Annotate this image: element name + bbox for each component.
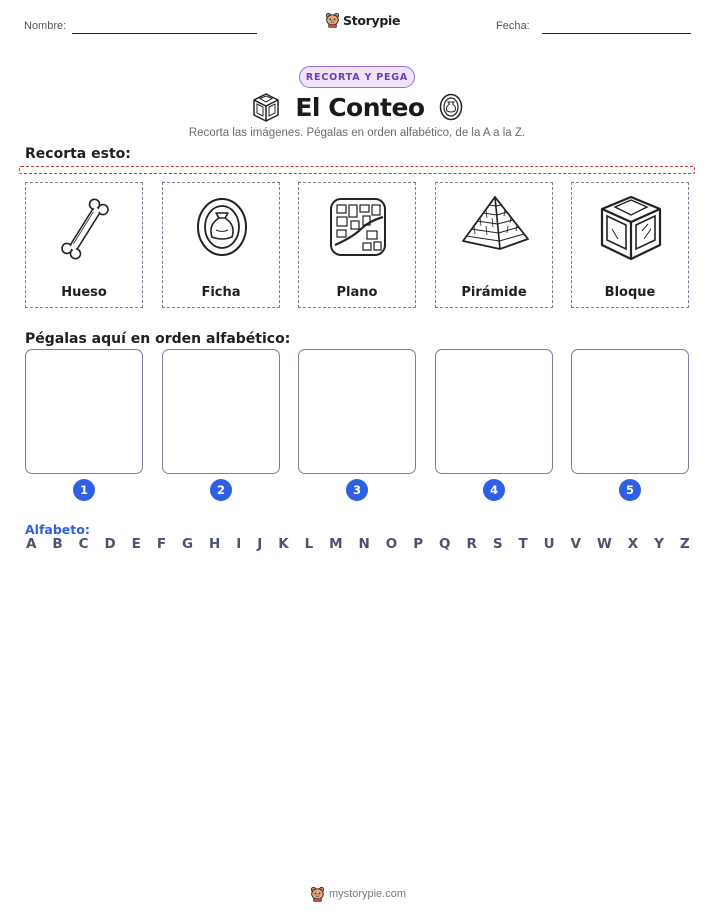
paste-section-title: Pégalas aquí en orden alfabético: <box>25 331 291 347</box>
map-icon <box>323 189 393 269</box>
alphabet-letter: P <box>413 536 424 552</box>
alphabet-letter: A <box>26 536 37 552</box>
alphabet-letter: I <box>236 536 242 552</box>
alphabet-letter: T <box>518 536 528 552</box>
card-label: Plano <box>336 285 378 300</box>
alphabet-letter: X <box>627 536 639 552</box>
cut-card-pyramid[interactable] <box>435 182 553 308</box>
cut-card-bone[interactable] <box>25 182 143 308</box>
cut-card-block[interactable] <box>571 182 689 308</box>
paste-box-3[interactable] <box>298 349 416 474</box>
cut-card-map[interactable] <box>298 182 416 308</box>
alphabet-letter: F <box>156 536 167 552</box>
footer <box>310 886 406 902</box>
alphabet-letter: L <box>304 536 314 552</box>
cut-line <box>19 166 695 174</box>
storypie-mascot-icon <box>325 12 340 28</box>
instructions-text: Recorta las imágenes. Pégalas en orden alfabético, de la A a la Z. <box>188 127 526 139</box>
page-title: El Conteo <box>295 92 425 122</box>
date-line <box>542 33 691 34</box>
alphabet-letter: D <box>104 536 116 552</box>
number-badge-1: 1 <box>73 479 95 501</box>
alphabet-letter: R <box>466 536 477 552</box>
paste-box-1[interactable] <box>25 349 143 474</box>
name-line <box>72 33 257 34</box>
footer-url[interactable]: mystorypie.com <box>329 888 407 900</box>
alphabet-letter: M <box>329 536 343 552</box>
storypie-mascot-icon <box>310 886 325 902</box>
alphabet-letter: G <box>181 536 194 552</box>
token-icon <box>439 93 463 121</box>
alphabet-letter: E <box>131 536 141 552</box>
token-icon <box>187 189 257 269</box>
alphabet-title: Alfabeto: <box>25 522 90 537</box>
number-badge-2: 2 <box>210 479 232 501</box>
cut-card-token[interactable] <box>162 182 280 308</box>
alphabet-letter: Z <box>679 536 690 552</box>
alphabet-letter: J <box>257 536 263 552</box>
alphabet-letter: Q <box>439 536 451 552</box>
alphabet-letter: V <box>570 536 581 552</box>
name-label: Nombre: <box>24 20 67 32</box>
alphabet-letter: W <box>596 536 612 552</box>
alphabet-row <box>26 536 690 552</box>
alphabet-letter: S <box>492 536 503 552</box>
paste-box-4[interactable] <box>435 349 553 474</box>
card-label: Ficha <box>201 285 241 300</box>
block-icon <box>596 189 666 269</box>
alphabet-letter: H <box>209 536 221 552</box>
brand-name: Storypie <box>343 12 401 28</box>
card-label: Pirámide <box>461 285 527 300</box>
brand-logo <box>325 12 400 28</box>
card-label: Hueso <box>61 285 107 300</box>
number-badge-4: 4 <box>483 479 505 501</box>
date-label: Fecha: <box>496 20 530 32</box>
alphabet-letter: N <box>358 536 370 552</box>
paste-box-2[interactable] <box>162 349 280 474</box>
bone-icon <box>50 189 120 269</box>
alphabet-letter: U <box>543 536 555 552</box>
paste-box-5[interactable] <box>571 349 689 474</box>
card-label: Bloque <box>604 285 656 300</box>
number-badge-5: 5 <box>619 479 641 501</box>
pyramid-icon <box>460 189 530 269</box>
alphabet-letter: B <box>52 536 63 552</box>
alphabet-letter: O <box>385 536 398 552</box>
number-badge-3: 3 <box>346 479 368 501</box>
alphabet-letter: Y <box>654 536 664 552</box>
alphabet-letter: K <box>278 536 289 552</box>
activity-badge: RECORTA Y PEGA <box>299 66 415 88</box>
cut-section-title: Recorta esto: <box>25 146 131 162</box>
alphabet-letter: C <box>78 536 89 552</box>
title-row <box>0 91 714 123</box>
block-icon <box>251 91 281 123</box>
